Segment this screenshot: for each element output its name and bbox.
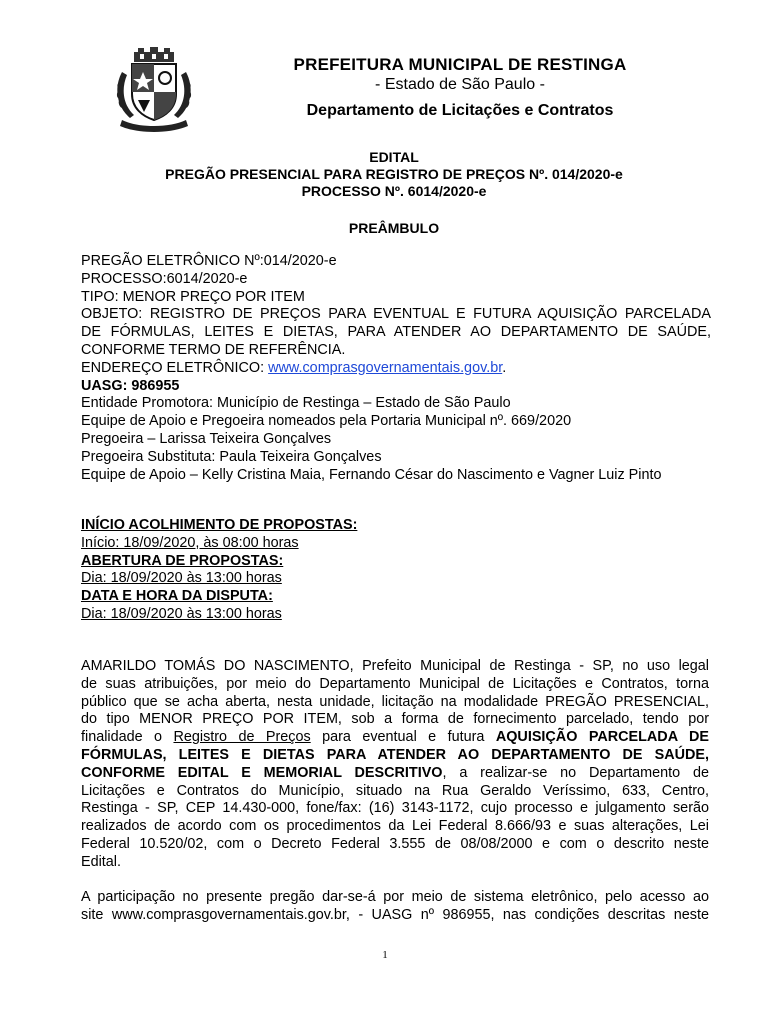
- endereco-label: ENDEREÇO ELETRÔNICO:: [81, 359, 269, 376]
- page-number: 1: [382, 949, 388, 961]
- inicio-value: Início: 18/09/2020, às 08:00 horas: [81, 534, 299, 551]
- text-run: , a realizar-se no Departamento de: [442, 764, 709, 781]
- preambulo-heading: PREÂMBULO: [348, 220, 440, 236]
- municipality-title: PREFEITURA MUNICIPAL DE RESTINGA: [293, 55, 627, 74]
- preamble-info: [81, 253, 711, 484]
- inicio-title: INÍCIO ACOLHIMENTO DE PROPOSTAS:: [81, 517, 358, 533]
- pregoeira-line: Pregoeira – Larissa Teixeira Gonçalves: [81, 430, 332, 447]
- abertura-value: Dia: 18/09/2020 às 13:00 horas: [81, 570, 282, 587]
- objeto-line-3: CONFORME TERMO DE REFERÊNCIA.: [81, 341, 346, 358]
- paragraph-line: Edital.: [81, 853, 121, 870]
- text-run: finalidade o: [81, 729, 174, 746]
- preamble-paragraph: [81, 658, 709, 872]
- department-title: Departamento de Licitações e Contratos: [306, 102, 614, 119]
- uasg-line: UASG: 986955: [81, 377, 180, 394]
- disputa-title: DATA E HORA DA DISPUTA:: [81, 588, 273, 605]
- paragraph-line: Federal 10.520/02, com o Decreto Federal 3.555 de 08/08/2000 e com o descrito neste: [81, 835, 709, 852]
- municipal-coat-of-arms: [108, 42, 200, 134]
- paragraph-line: Licitações e Contratos do Município, situado na Rua Geraldo Veríssimo, 633, Centro,: [81, 782, 709, 799]
- paragraph-line: site www.comprasgovernamentais.gov.br, - UASG nº 986955, nas condições descritas neste: [81, 906, 709, 923]
- endereco-link[interactable]: www.comprasgovernamentais.gov.br: [268, 359, 503, 376]
- paragraph-line: público que se acha aberta, nesta unidade, licitação na modalidade PREGÃO PRESENCIAL,: [81, 693, 709, 710]
- edital-heading: EDITAL: [369, 149, 419, 165]
- entidade-line: Entidade Promotora: Município de Restinga – Estado de São Paulo: [81, 395, 511, 412]
- abertura-title: ABERTURA DE PROPOSTAS:: [81, 552, 284, 569]
- equipe-portaria-line: Equipe de Apoio e Pregoeira nomeados pela Portaria Municipal nº. 669/2020: [81, 413, 572, 430]
- registro-precos-text: Registro de Preços: [173, 729, 311, 746]
- objeto-line-2: DE FÓRMULAS, LEITES E DIETAS, PARA ATENDER AO DEPARTAMENTO DE SAÚDE,: [81, 324, 711, 341]
- paragraph-line: de suas atribuições, por meio do Departamento Municipal de Licitações e Contratos, torna: [81, 675, 709, 692]
- paragraph-line: [81, 729, 709, 747]
- objeto-line-1: OBJETO: REGISTRO DE PREÇOS PARA EVENTUAL E FUTURA AQUISIÇÃO PARCELADA: [81, 306, 711, 323]
- endereco-end: .: [502, 359, 507, 376]
- tipo-line: TIPO: MENOR PREÇO POR ITEM: [81, 288, 305, 305]
- paragraph-line: realizados de acordo com os procedimentos da Lei Federal 8.666/93 e suas alterações, Lei: [81, 818, 709, 835]
- pregao-number: PREGÃO ELETRÔNICO Nº:014/2020-e: [81, 253, 337, 269]
- dates-section: [81, 517, 711, 624]
- equipe-apoio-line: Equipe de Apoio – Kelly Cristina Maia, Fernando César do Nascimento e Vagner Luiz Pinto: [81, 466, 662, 483]
- paragraph-line: AMARILDO TOMÁS DO NASCIMENTO, Prefeito Municipal de Restinga - SP, no uso legal: [81, 658, 709, 674]
- bold-object-text: CONFORME EDITAL E MEMORIAL DESCRITIVO: [81, 764, 443, 781]
- processo-heading: PROCESSO Nº. 6014/2020-e: [301, 183, 487, 199]
- pregoeira-substituta-line: Pregoeira Substituta: Paula Teixeira Gonçalves: [81, 448, 382, 465]
- participation-paragraph: [81, 889, 709, 925]
- bold-object-text: AQUISIÇÃO PARCELADA DE: [495, 729, 709, 746]
- disputa-value: Dia: 18/09/2020 às 13:00 horas: [81, 605, 282, 622]
- state-subtitle: - Estado de São Paulo -: [375, 76, 545, 93]
- paragraph-line: Restinga - SP, CEP 14.430-000, fone/fax: (16) 3143-1172, cujo processo e julgamento serão: [81, 800, 709, 817]
- endereco-line: [81, 360, 711, 378]
- paragraph-line: [81, 765, 709, 783]
- paragraph-line: do tipo MENOR PREÇO POR ITEM, sob a forma de fornecimento parcelado, tendo por: [81, 711, 709, 728]
- paragraph-line: FÓRMULAS, LEITES E DIETAS PARA ATENDER AO DEPARTAMENTO DE SAÚDE,: [81, 746, 709, 763]
- pregao-heading: PREGÃO PRESENCIAL PARA REGISTRO DE PREÇOS Nº. 014/2020-e: [165, 166, 623, 182]
- processo-number: PROCESSO:6014/2020-e: [81, 270, 248, 287]
- text-run: para eventual e futura: [310, 729, 496, 746]
- paragraph-line: A participação no presente pregão dar-se-á por meio de sistema eletrônico, pelo acesso ao: [81, 889, 709, 905]
